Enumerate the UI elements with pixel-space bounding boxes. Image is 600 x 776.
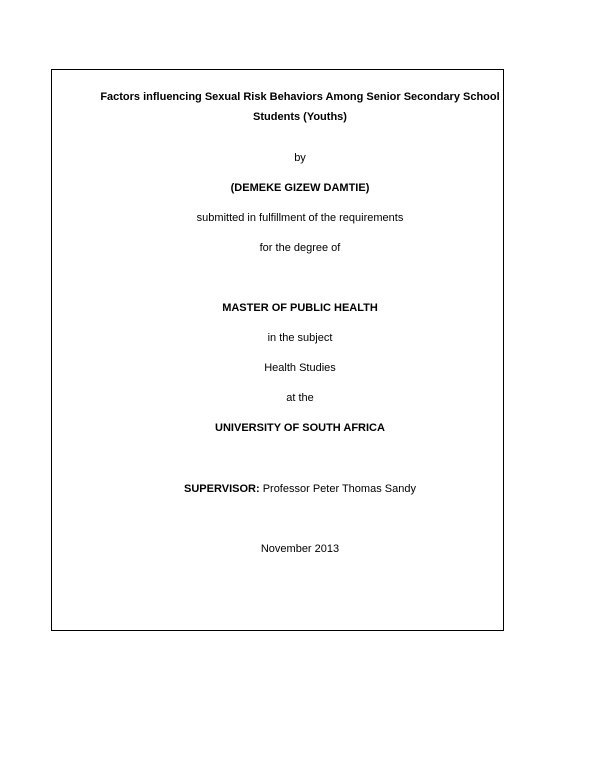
subject-name: Health Studies	[264, 362, 336, 374]
by-text: by	[294, 152, 306, 164]
university-name: UNIVERSITY OF SOUTH AFRICA	[215, 422, 385, 434]
submitted-text: submitted in fulfillment of the requirements	[196, 212, 404, 224]
at-the-text: at the	[286, 392, 314, 404]
supervisor-label: SUPERVISOR:	[184, 483, 260, 495]
author-name: (DEMEKE GIZEW DAMTIE)	[230, 182, 370, 194]
degree-intro: for the degree of	[259, 242, 341, 254]
supervisor-line	[0, 482, 600, 496]
submission-date: November 2013	[260, 543, 340, 555]
title-line-1: Factors influencing Sexual Risk Behaviors Among Senior Secondary School	[100, 91, 500, 103]
supervisor-name: Professor Peter Thomas Sandy	[262, 483, 416, 495]
title-line-2: Students (Youths)	[253, 111, 347, 123]
degree-name: MASTER OF PUBLIC HEALTH	[222, 302, 378, 314]
subject-intro: in the subject	[267, 332, 333, 344]
